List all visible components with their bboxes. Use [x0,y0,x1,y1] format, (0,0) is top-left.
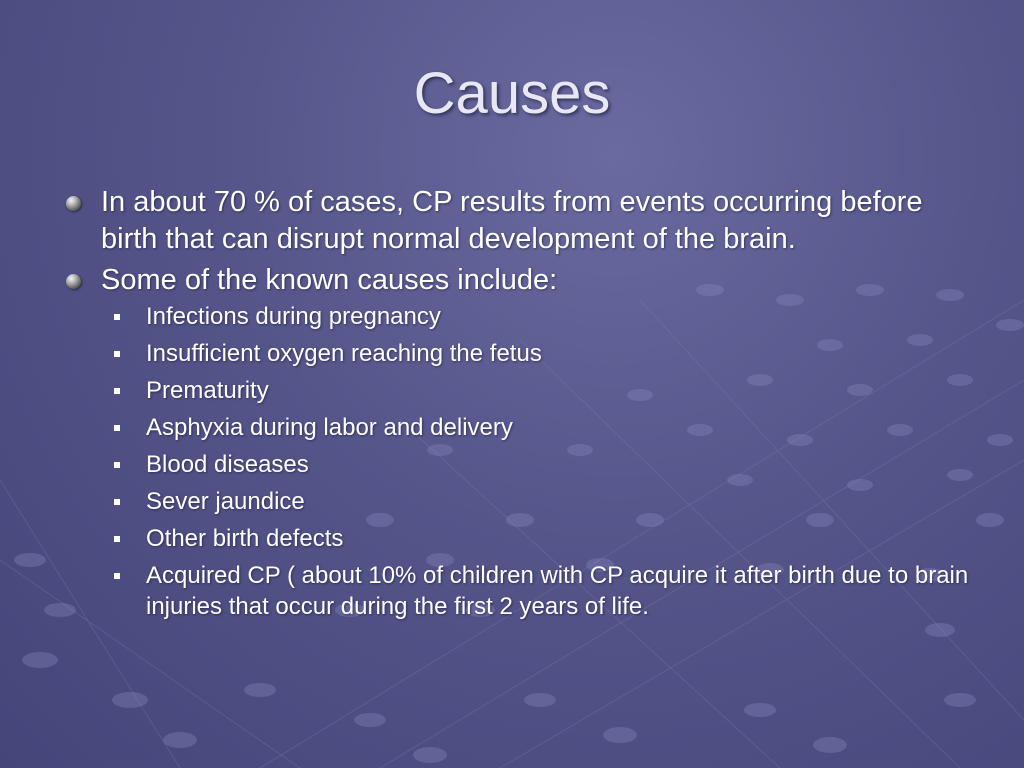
square-bullet-icon [114,573,120,579]
square-bullet-icon [114,536,120,542]
square-bullet-icon [114,388,120,394]
sub-bullet-text: Infections during pregnancy [146,303,441,330]
sub-bullet-item [64,412,974,443]
slide-title: Causes [413,61,611,126]
sub-bullet-list [64,301,974,622]
sphere-bullet-icon [66,196,81,211]
bullet-item [64,184,974,258]
sub-bullet-item [64,301,974,332]
sub-bullet-text: Acquired CP ( about 10% of children with CP acquire it after birth due to brain injuries that occur during the first 2 years of life. [146,562,969,620]
square-bullet-icon [114,462,120,468]
sub-bullet-item [64,560,974,622]
sub-bullet-item [64,338,974,369]
sub-bullet-text: Insufficient oxygen reaching the fetus [146,340,542,367]
sub-bullet-text: Asphyxia during labor and delivery [146,414,513,441]
sub-bullet-item [64,523,974,554]
sub-bullet-item [64,375,974,406]
sub-bullet-item [64,486,974,517]
sphere-bullet-icon [66,274,81,289]
sub-bullet-item [64,449,974,480]
sub-bullet-text: Other birth defects [146,525,344,552]
square-bullet-icon [114,314,120,320]
square-bullet-icon [114,499,120,505]
bullet-text: Some of the known causes include: [101,264,558,296]
slide-content [64,184,974,628]
sub-bullet-text: Prematurity [146,377,269,404]
square-bullet-icon [114,425,120,431]
bullet-text: In about 70 % of cases, CP results from events occurring before birth that can disrupt normal development of the brain. [101,186,923,255]
sub-bullet-text: Sever jaundice [146,488,305,515]
square-bullet-icon [114,351,120,357]
bullet-item [64,262,974,299]
sub-bullet-text: Blood diseases [146,451,309,478]
